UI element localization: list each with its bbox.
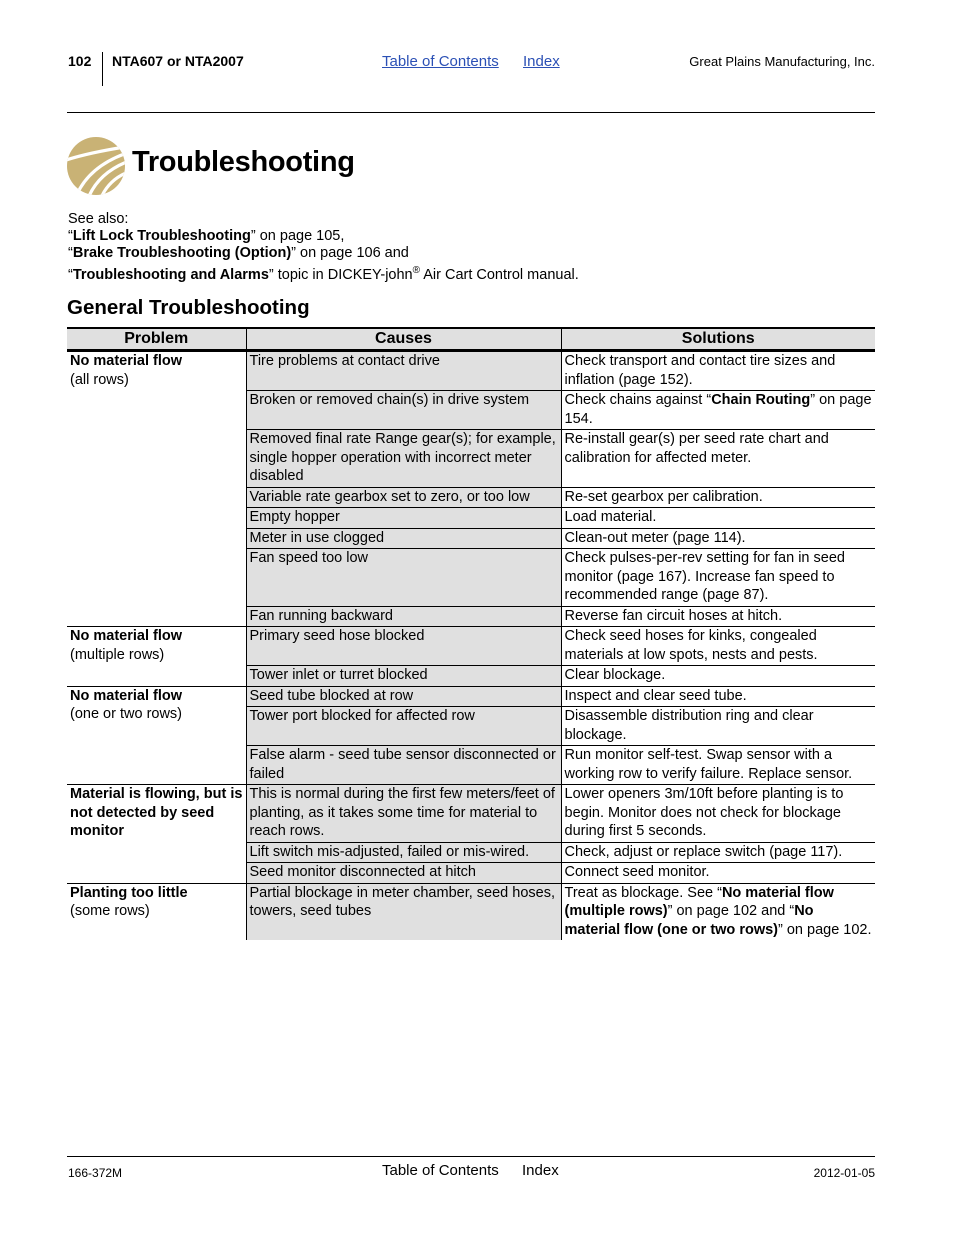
- solution-cell: Clear blockage.: [561, 666, 875, 687]
- problem-scope: (one or two rows): [70, 706, 183, 722]
- header-problem: Problem: [67, 328, 246, 351]
- cause-cell: Primary seed hose blocked: [246, 627, 561, 666]
- section-title: General Troubleshooting: [67, 296, 310, 319]
- page-number: 102: [68, 53, 92, 69]
- solution-cell: Re-install gear(s) per seed rate chart and calibration for affected meter.: [561, 430, 875, 488]
- solution-text-part: ” on page 102 and “: [667, 903, 795, 919]
- model-name: NTA607 or NTA2007: [112, 53, 244, 69]
- problem-cell: [67, 351, 246, 627]
- solution-cell: Disassemble distribution ring and clear blockage.: [561, 707, 875, 746]
- problem-cell: [67, 785, 246, 884]
- problem-title: Material is flowing, but is not detected by seed monitor: [70, 786, 243, 839]
- table-of-contents-link[interactable]: Table of Contents: [382, 53, 499, 70]
- solution-text-part: No material flow (one or two rows): [564, 903, 814, 938]
- see-also-lift-lock: “Lift Lock Troubleshooting” on page 105,: [68, 228, 345, 244]
- troubleshooting-table: [67, 327, 875, 940]
- cause-cell: Lift switch mis-adjusted, failed or mis-wired.: [246, 842, 561, 863]
- cause-cell: Partial blockage in meter chamber, seed hoses, towers, seed tubes: [246, 883, 561, 940]
- cause-cell: Seed tube blocked at row: [246, 686, 561, 707]
- table-row: [67, 785, 875, 843]
- cause-cell: Tire problems at contact drive: [246, 351, 561, 391]
- solution-cell: [561, 883, 875, 940]
- solution-text-part: Chain Routing: [711, 392, 811, 408]
- header-rule: [67, 112, 875, 113]
- cause-cell: Meter in use clogged: [246, 528, 561, 549]
- solution-cell: Check pulses-per-rev setting for fan in seed monitor (page 167). Increase fan speed to recommended range (page 87).: [561, 549, 875, 607]
- problem-scope: (multiple rows): [70, 646, 165, 663]
- problem-cell: [67, 686, 246, 785]
- table-row: [67, 883, 875, 940]
- solution-cell: Lower openers 3m/10ft before planting is to begin. Monitor does not check for blockage during first 5 seconds.: [561, 785, 875, 843]
- problem-scope: (all rows): [70, 371, 129, 388]
- footer-index-link[interactable]: Index: [522, 1162, 559, 1179]
- cause-cell: False alarm - seed tube sensor disconnected or failed: [246, 746, 561, 785]
- solution-cell: Clean-out meter (page 114).: [561, 528, 875, 549]
- page-title: Troubleshooting: [132, 146, 355, 178]
- index-link[interactable]: Index: [523, 53, 560, 70]
- solution-cell: Check seed hoses for kinks, congealed materials at low spots, nests and pests.: [561, 627, 875, 666]
- solution-cell: Reverse fan circuit hoses at hitch.: [561, 606, 875, 627]
- see-also-alarms: “Troubleshooting and Alarms” topic in DICKEY-john® Air Cart Control manual.: [68, 265, 579, 283]
- solution-cell: [561, 391, 875, 430]
- problem-title: Planting too little: [70, 884, 188, 901]
- solution-cell: Load material.: [561, 508, 875, 529]
- table-header-row: [67, 328, 875, 351]
- document-number: 166-372M: [68, 1166, 123, 1180]
- header-divider: [102, 52, 103, 86]
- problem-title: No material flow: [70, 687, 182, 704]
- cause-cell: Seed monitor disconnected at hitch: [246, 863, 561, 884]
- problem-cell: [67, 883, 246, 940]
- table-row: [67, 627, 875, 666]
- cause-cell: Removed final rate Range gear(s); for example, single hopper operation with incorrect meter disabled: [246, 430, 561, 488]
- footer-rule: [67, 1156, 875, 1157]
- see-also-brake: “Brake Troubleshooting (Option)” on page 106 and: [68, 245, 409, 261]
- solution-cell: Check, adjust or replace switch (page 117).: [561, 842, 875, 863]
- cause-cell: Empty hopper: [246, 508, 561, 529]
- solution-cell: Run monitor self-test. Swap sensor with a working row to verify failure. Replace sensor.: [561, 746, 875, 785]
- solution-text-part: No material flow (multiple rows): [564, 884, 834, 919]
- solution-text-part: ” on page 154.: [564, 392, 872, 427]
- publication-date: 2012-01-05: [813, 1166, 875, 1180]
- problem-scope: (some rows): [70, 903, 150, 919]
- solution-text-part: Check chains against “: [564, 392, 712, 408]
- solution-cell: Re-set gearbox per calibration.: [561, 487, 875, 508]
- solution-text-part: Treat as blockage. See “: [564, 884, 722, 901]
- cause-cell: This is normal during the first few meters/feet of planting, as it takes some time for material to reach rows.: [246, 785, 561, 843]
- problem-title: No material flow: [70, 353, 182, 369]
- cause-cell: Tower inlet or turret blocked: [246, 666, 561, 687]
- solution-cell: Check transport and contact tire sizes and inflation (page 152).: [561, 351, 875, 391]
- header-causes: Causes: [246, 328, 561, 351]
- solution-cell: Inspect and clear seed tube.: [561, 686, 875, 707]
- problem-title: No material flow: [70, 628, 182, 644]
- cause-cell: Variable rate gearbox set to zero, or too low: [246, 487, 561, 508]
- cause-cell: Broken or removed chain(s) in drive system: [246, 391, 561, 430]
- cause-cell: Tower port blocked for affected row: [246, 707, 561, 746]
- header-solutions: Solutions: [561, 328, 875, 351]
- table-row: [67, 351, 875, 391]
- cause-cell: Fan running backward: [246, 606, 561, 627]
- footer-table-of-contents-link[interactable]: Table of Contents: [382, 1162, 499, 1179]
- solution-cell: Connect seed monitor.: [561, 863, 875, 884]
- see-also-block: [68, 211, 579, 284]
- company-name: Great Plains Manufacturing, Inc.: [689, 54, 875, 69]
- solution-text-part: ” on page 102.: [778, 921, 872, 938]
- cause-cell: Fan speed too low: [246, 549, 561, 607]
- great-plains-logo-icon: [67, 137, 125, 195]
- see-also-intro: See also:: [68, 211, 129, 227]
- table-row: [67, 686, 875, 707]
- problem-cell: [67, 627, 246, 687]
